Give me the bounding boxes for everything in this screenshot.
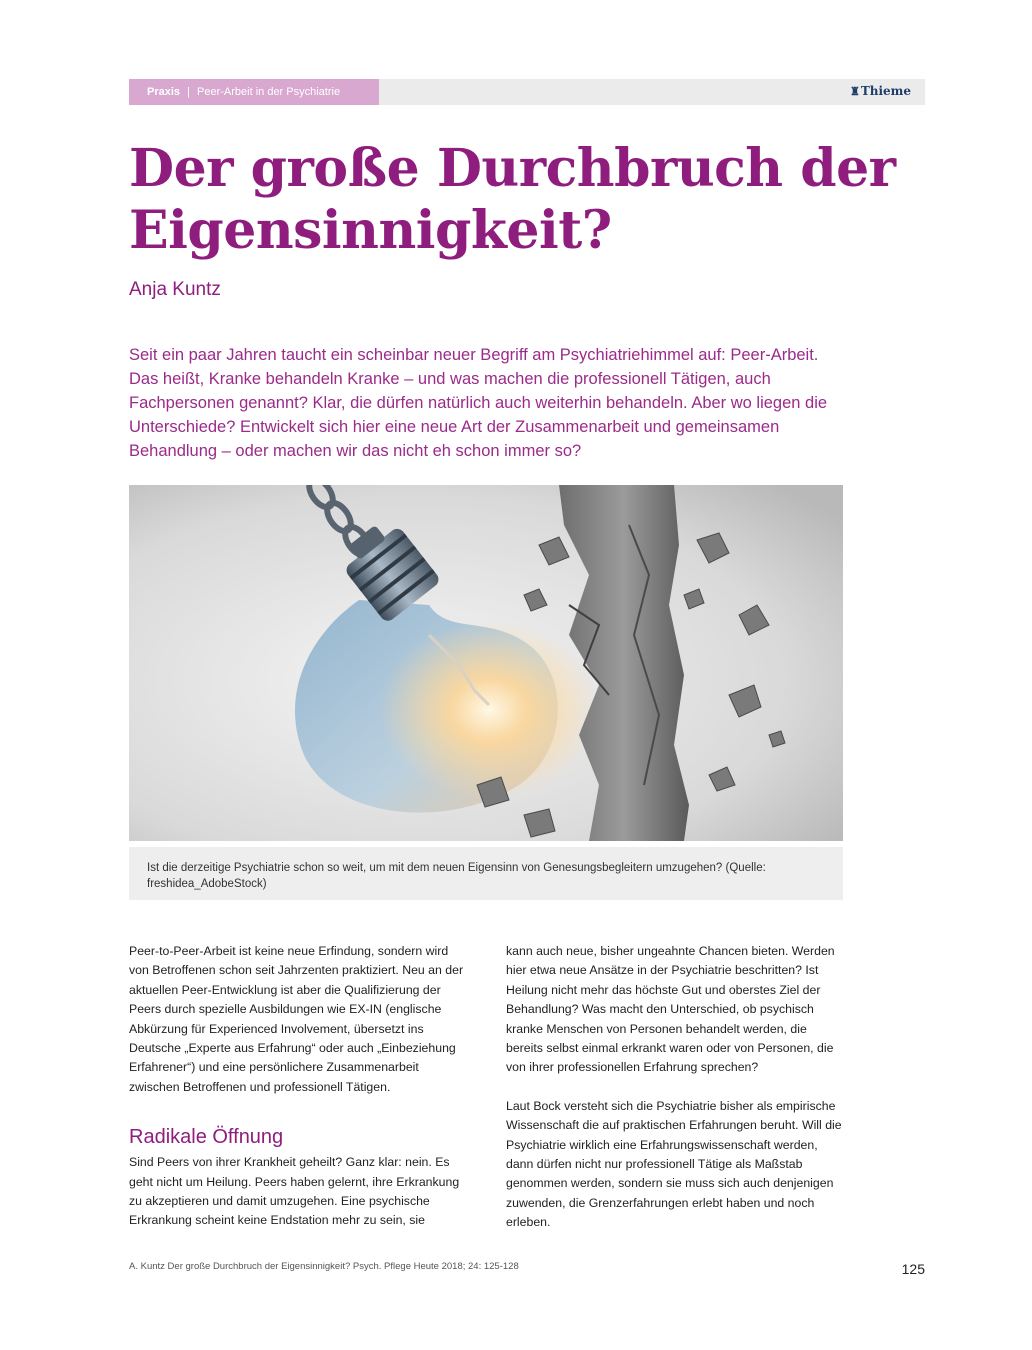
section-header-band bbox=[129, 79, 379, 105]
body-paragraph: Peer-to-Peer-Arbeit ist keine neue Erfindung, sondern wird von Betroffenen schon seit Jahrzenten praktiziert. Neu an der aktuellen Peer-Entwicklung ist aber die Qualifizierung der Peers durch spezielle Ausbildungen wie EX-IN (englische Abkürzung für Experienced Involvement, übersetzt ins Deutsche „Experte aus Erfahrung“ oder auch „Einbeziehung Erfahrener“) und eine persönlichere Zusammenarbeit zwischen Betroffenen und professionell Tätigen. bbox=[129, 944, 464, 1094]
body-paragraph: Sind Peers von ihrer Krankheit geheilt? Ganz klar: nein. Es geht nicht um Heilung. Peers haben gelernt, ihre Erkrankung zu akzeptieren und damit umzugehen. Eine psychische Erkrankung scheint keine Endstation mehr zu sein, sie bbox=[129, 1155, 460, 1228]
footer-citation: A. Kuntz Der große Durchbruch der Eigensinnigkeit? Psych. Pflege Heute 2018; 24: 125-128 bbox=[129, 1261, 519, 1272]
section-separator: | bbox=[187, 86, 190, 98]
section-label: Praxis bbox=[147, 86, 181, 98]
article-title bbox=[129, 138, 929, 262]
article-title-line1: Der große Durchbruch der bbox=[129, 138, 896, 199]
article-title-line2: Eigensinnigkeit? bbox=[129, 200, 612, 261]
article-figure bbox=[129, 485, 843, 841]
body-paragraph: Laut Bock versteht sich die Psychiatrie bisher als empirische Wissenschaft die auf praktischen Erfahrungen beruht. Will die Psychiatrie wirklich eine Erfahrungswissenschaft werden, dann dürfen nicht nur professionell Tätige als Maßstab genommen werden, sondern sie muss sich auch denjenigen zuwenden, die Grenzerfahrungen erlebt haben und noch erleben. bbox=[506, 1098, 842, 1230]
publisher-name: Thieme bbox=[860, 84, 911, 98]
thieme-emblem-icon: ♜ bbox=[849, 85, 860, 98]
section-topic: Peer-Arbeit in der Psychiatrie bbox=[197, 86, 341, 98]
page-number: 125 bbox=[901, 1261, 925, 1277]
article-lead: Seit ein paar Jahren taucht ein scheinbar neuer Begriff am Psychiatriehimmel auf: Peer-Arbeit. Das heißt, Kranke behandeln Kranke – und was machen die professionell Tätigen, auch Fachpersonen genannt? Klar, die dürfen natürlich auch weiterhin behandeln. Aber wo liegen die Unterschiede? Entwickelt sich hier eine neue Art der Zusammenarbeit und gemeinsamen Behandlung – oder machen wir das nicht eh schon immer so? bbox=[129, 346, 828, 460]
header-bar bbox=[379, 79, 925, 105]
figure-caption: Ist die derzeitige Psychiatrie schon so weit, um mit dem neuen Eigensinn von Genesungsbegleitern umzugehen? (Quelle: freshidea_AdobeStock) bbox=[129, 847, 843, 900]
body-paragraph: kann auch neue, bisher ungeahnte Chancen bieten. Werden hier etwa neue Ansätze in der Psychiatrie beschritten? Ist Heilung nicht mehr das höchste Gut und oberstes Ziel der Behandlung? Was macht den Unterschied, ob psychisch kranke Menschen von Personen behandelt werden, die bereits selbst einmal erkrankt waren oder von Personen, die von ihrer professionellen Erfahrung sprechen? bbox=[506, 944, 835, 1075]
publisher-logo bbox=[850, 84, 911, 98]
article-author: Anja Kuntz bbox=[129, 279, 221, 300]
body-column-left bbox=[129, 942, 466, 1231]
bulb-breaking-wall-image bbox=[129, 485, 843, 841]
body-column-right bbox=[506, 942, 843, 1233]
section-subheading: Radikale Öffnung bbox=[129, 1126, 284, 1149]
